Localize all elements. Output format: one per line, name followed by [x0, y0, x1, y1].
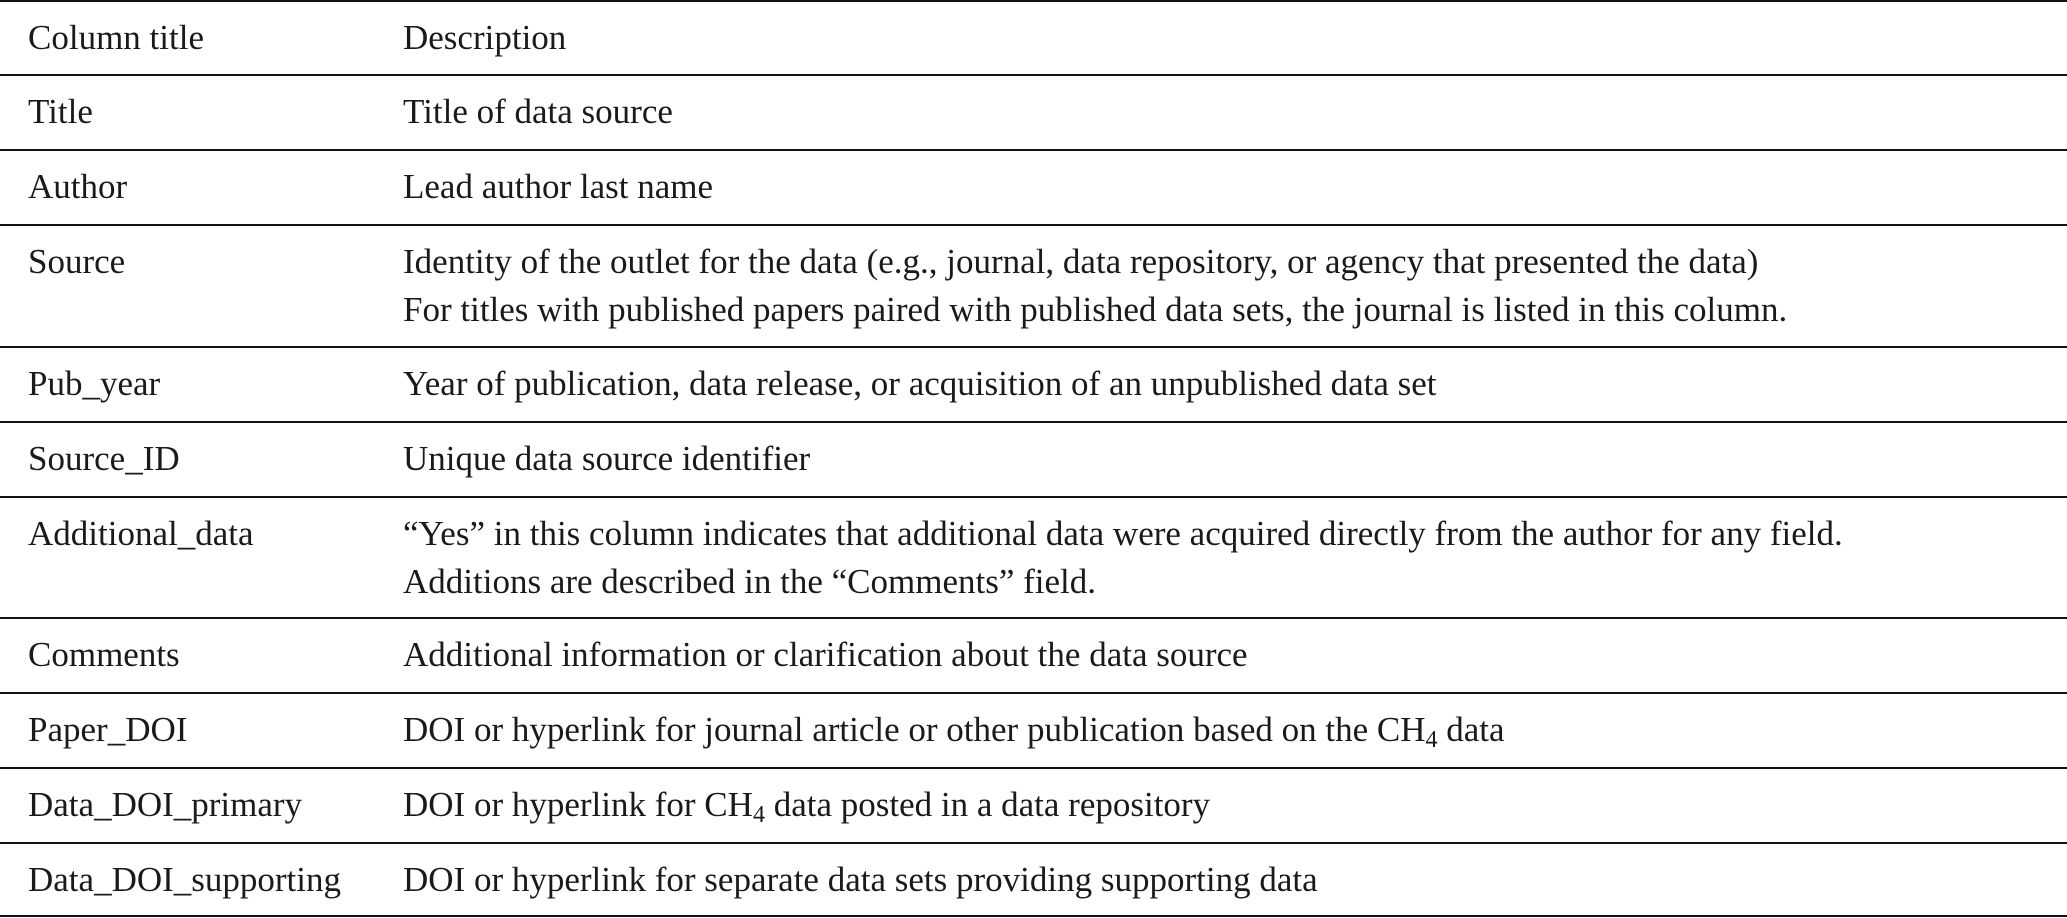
- table-row: [0, 421, 2067, 496]
- table-row: [0, 692, 2067, 767]
- table-row: [0, 496, 2067, 617]
- table-row: [0, 149, 2067, 224]
- table-row: [0, 767, 2067, 842]
- row-description: [403, 435, 2067, 483]
- row-column-title: Author: [28, 167, 128, 206]
- row-description: [403, 88, 2067, 136]
- row-column-title: Source: [28, 242, 126, 281]
- row-column-title: Comments: [28, 635, 180, 674]
- description-line: Unique data source identifier: [403, 439, 811, 478]
- description-line: Identity of the outlet for the data (e.g., journal, data repository, or agency that presented the data): [403, 242, 1759, 281]
- row-column-title: Title: [28, 92, 93, 131]
- row-description: [403, 510, 2067, 606]
- description-line: Additions are described in the “Comments” field.: [403, 562, 1097, 601]
- description-text: data: [1437, 710, 1505, 749]
- table-row: [0, 346, 2067, 421]
- methane-subscript: 4: [1425, 727, 1438, 753]
- row-description: [403, 163, 2067, 211]
- description-line: DOI or hyperlink for separate data sets providing supporting data: [403, 860, 1318, 899]
- row-column-title: Data_DOI_primary: [28, 785, 303, 824]
- description-line: Year of publication, data release, or acquisition of an unpublished data set: [403, 364, 1437, 403]
- header-column-title: Column title: [28, 18, 204, 57]
- methane-subscript: 4: [752, 802, 765, 828]
- row-column-title: Pub_year: [28, 364, 161, 403]
- row-description: [403, 781, 2067, 829]
- description-line: “Yes” in this column indicates that additional data were acquired directly from the author for any field.: [403, 514, 1843, 553]
- description-line: Lead author last name: [403, 167, 714, 206]
- description-line: [403, 781, 2067, 829]
- description-text: DOI or hyperlink for CH: [403, 785, 753, 824]
- row-description: [403, 631, 2067, 679]
- row-description: [403, 856, 2067, 904]
- description-text: data posted in a data repository: [764, 785, 1211, 824]
- row-column-title: Additional_data: [28, 514, 254, 553]
- table-row: [0, 74, 2067, 149]
- row-column-title: Paper_DOI: [28, 710, 188, 749]
- row-description: [403, 238, 2067, 334]
- row-description: [403, 706, 2067, 754]
- row-description: [403, 360, 2067, 408]
- table-row: [0, 617, 2067, 692]
- description-line: Additional information or clarification about the data source: [403, 635, 1248, 674]
- table-row: [0, 224, 2067, 346]
- row-column-title: Source_ID: [28, 439, 180, 478]
- description-text: DOI or hyperlink for journal article or other publication based on the CH: [403, 710, 1426, 749]
- description-line: Title of data source: [403, 92, 673, 131]
- row-column-title: Data_DOI_supporting: [28, 860, 342, 899]
- description-line: For titles with published papers paired with published data sets, the journal is listed in this column.: [403, 290, 1788, 329]
- table-header-row: [0, 0, 2067, 74]
- table-row: [0, 842, 2067, 917]
- header-description: Description: [403, 18, 567, 57]
- description-line: [403, 706, 2067, 754]
